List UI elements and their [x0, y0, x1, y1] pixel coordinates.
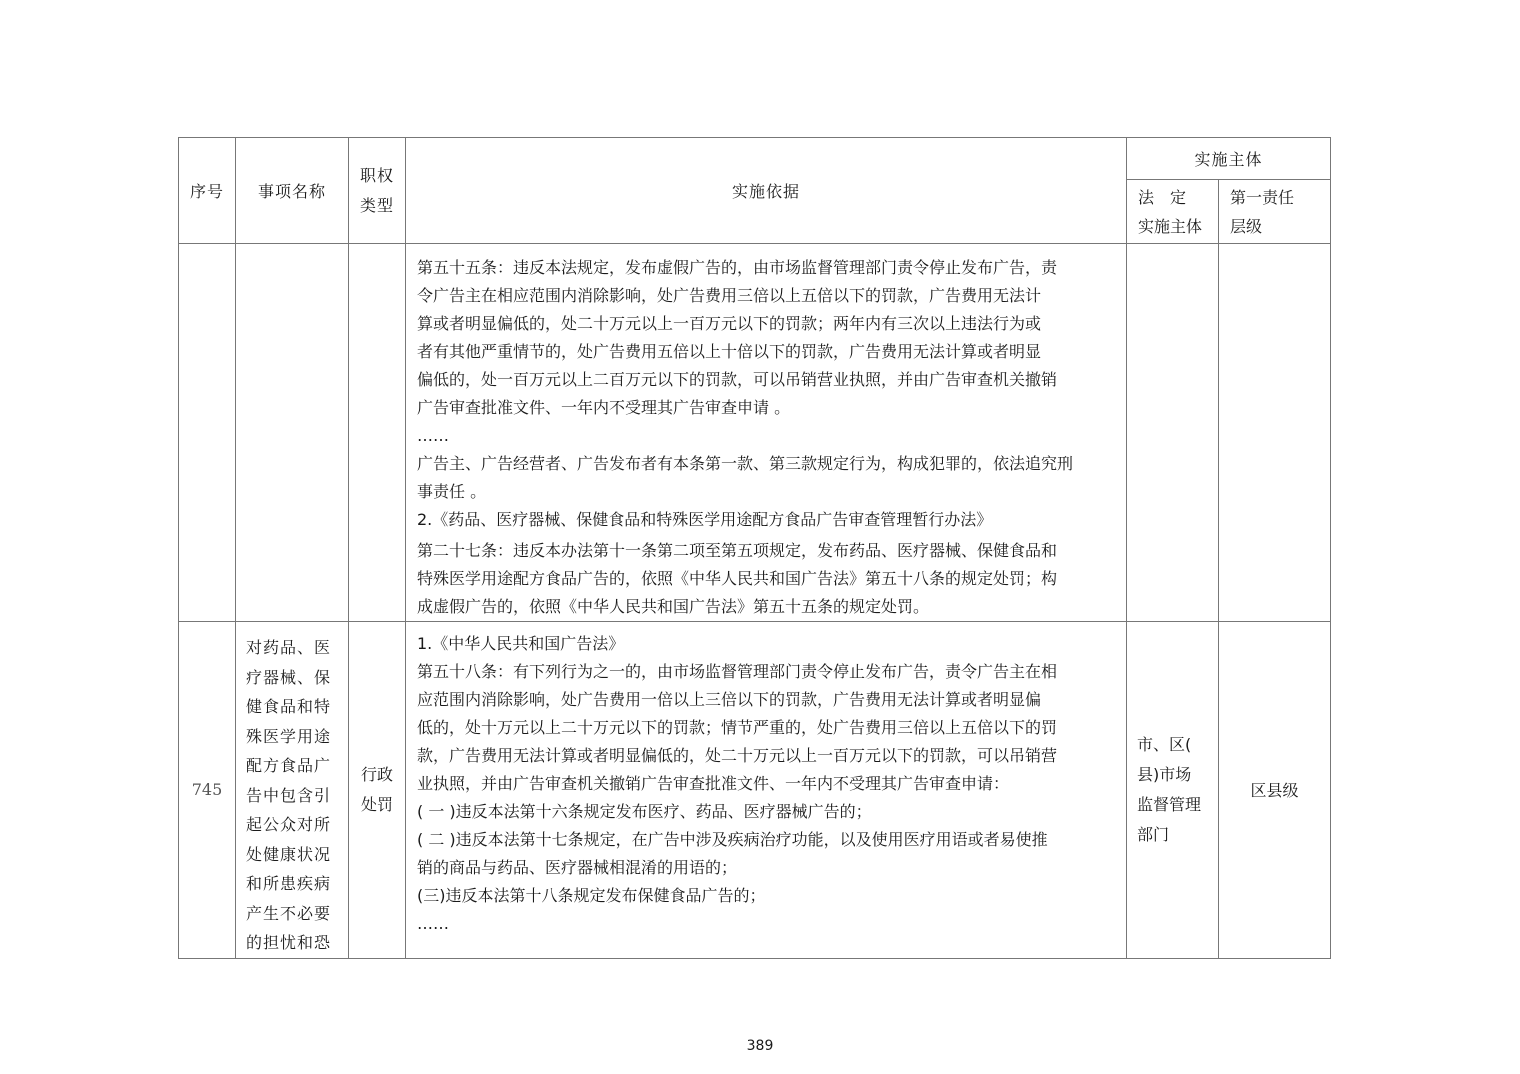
- basis-line: 广告审查批准文件、一年内不受理其广告审查申请 。: [417, 398, 791, 417]
- header-type-line1: 职权: [359, 165, 394, 185]
- basis-line: 业执照，并由广告审查机关撤销广告审查批准文件、一年内不受理其广告审查申请：: [417, 774, 1010, 793]
- type-line: 处罚: [360, 794, 393, 814]
- table-row: [179, 622, 1331, 959]
- row1-type-cell: [349, 244, 406, 622]
- header-seq: 序号: [179, 138, 236, 244]
- header-legal-line2: 实施主体: [1138, 216, 1203, 236]
- type-line: 行政: [360, 764, 393, 784]
- basis-line: 第五十五条：违反本法规定，发布虚假广告的，由市场监督管理部门责令停止发布广告，责: [417, 258, 1058, 277]
- header-level-line2: 层级: [1230, 216, 1263, 236]
- subject-line: 部门: [1137, 824, 1170, 844]
- row1-name-cell: [236, 244, 349, 622]
- header-type: [349, 138, 406, 244]
- basis-line: 成虚假广告的，依照《中华人民共和国广告法》第五十五条的规定处罚。: [417, 597, 930, 616]
- header-name: 事项名称: [236, 138, 349, 244]
- basis-line: ( 二 )违反本法第十七条规定，在广告中涉及疾病治疗功能，以及使用医疗用语或者易使推: [417, 830, 1048, 849]
- basis-line: 1.《中华人民共和国广告法》: [417, 634, 625, 653]
- basis-line: (三)违反本法第十八条规定发布保健食品广告的；: [417, 886, 766, 905]
- row2-level: 区县级: [1219, 622, 1331, 959]
- header-basis: 实施依据: [406, 138, 1127, 244]
- row2-seq: 745: [179, 622, 236, 959]
- row1-subject-cell: [1127, 244, 1219, 622]
- basis-line: 广告主、广告经营者、广告发布者有本条第一款、第三款规定行为，构成犯罪的，依法追究刑: [417, 454, 1074, 473]
- name-line: 殊医学用途: [246, 726, 332, 746]
- basis-line: 应范围内消除影响，处广告费用一倍以上三倍以下的罚款，广告费用无法计算或者明显偏: [417, 690, 1042, 709]
- row1-seq-cell: [179, 244, 236, 622]
- basis-line: 销的商品与药品、医疗器械相混淆的用语的；: [417, 858, 738, 877]
- row2-type-cell: [349, 622, 406, 959]
- subject-line: 县)市场: [1137, 764, 1192, 784]
- table-row: [179, 244, 1331, 622]
- name-line: 告中包含引: [246, 785, 332, 805]
- basis-line: 第二十七条：违反本办法第十一条第二项至第五项规定，发布药品、医疗器械、保健食品和: [417, 541, 1058, 560]
- header-legal-subject: [1127, 180, 1219, 244]
- row1-level-cell: [1219, 244, 1331, 622]
- header-legal-line1: 法 定: [1138, 187, 1187, 207]
- basis-line: 低的，处十万元以上二十万元以下的罚款；情节严重的，处广告费用三倍以上五倍以下的罚: [417, 718, 1058, 737]
- name-line: 处健康状况: [246, 844, 332, 864]
- basis-line: 事责任 。: [417, 482, 487, 501]
- header-level-line1: 第一责任: [1230, 187, 1295, 207]
- subject-line: 监督管理: [1137, 794, 1202, 814]
- basis-line: 者有其他严重情节的，处广告费用五倍以上十倍以下的罚款，广告费用无法计算或者明显: [417, 342, 1042, 361]
- page-number: 389: [746, 1038, 774, 1054]
- name-line: 配方食品广: [246, 756, 332, 775]
- name-line: 健食品和特: [246, 697, 332, 716]
- basis-line: 第五十八条：有下列行为之一的，由市场监督管理部门责令停止发布广告，责令广告主在相: [417, 662, 1058, 681]
- basis-line: 令广告主在相应范围内消除影响，处广告费用三倍以上五倍以下的罚款，广告费用无法计: [417, 286, 1042, 305]
- basis-line: 特殊医学用途配方食品广告的，依照《中华人民共和国广告法》第五十八条的规定处罚；构: [417, 569, 1058, 588]
- name-line: 和所患疾病: [246, 874, 332, 893]
- name-line: 起公众对所: [246, 815, 332, 834]
- header-subject: 实施主体: [1127, 138, 1331, 180]
- authority-table: [178, 137, 1331, 959]
- basis-line: 算或者明显偏低的，处二十万元以上一百万元以下的罚款；两年内有三次以上违法行为或: [417, 314, 1042, 333]
- name-line: 的担忧和恐: [246, 933, 332, 952]
- row1-basis-cell: [406, 244, 1127, 622]
- name-line: 疗器械、保: [246, 667, 332, 687]
- row2-name-cell: [236, 622, 349, 959]
- header-type-line2: 类型: [359, 195, 394, 215]
- basis-line: 款，广告费用无法计算或者明显偏低的，处二十万元以上一百万元以下的罚款，可以吊销营: [417, 746, 1058, 765]
- basis-line: 偏低的，处一百万元以上二百万元以下的罚款，可以吊销营业执照，并由广告审查机关撤销: [417, 370, 1058, 389]
- name-line: 对药品、医: [246, 638, 332, 657]
- subject-line: 市、区(: [1137, 734, 1192, 754]
- basis-line: ……: [417, 426, 449, 445]
- basis-line: ……: [417, 914, 449, 933]
- basis-line: ( 一 )违反本法第十六条规定发布医疗、药品、医疗器械广告的；: [417, 802, 872, 821]
- row2-basis-cell: [406, 622, 1127, 959]
- basis-line: 2.《药品、医疗器械、保健食品和特殊医学用途配方食品广告审查管理暂行办法》: [417, 510, 993, 529]
- name-line: 产生不必要: [246, 903, 332, 923]
- row2-subject-cell: [1127, 622, 1219, 959]
- header-level: [1219, 180, 1331, 244]
